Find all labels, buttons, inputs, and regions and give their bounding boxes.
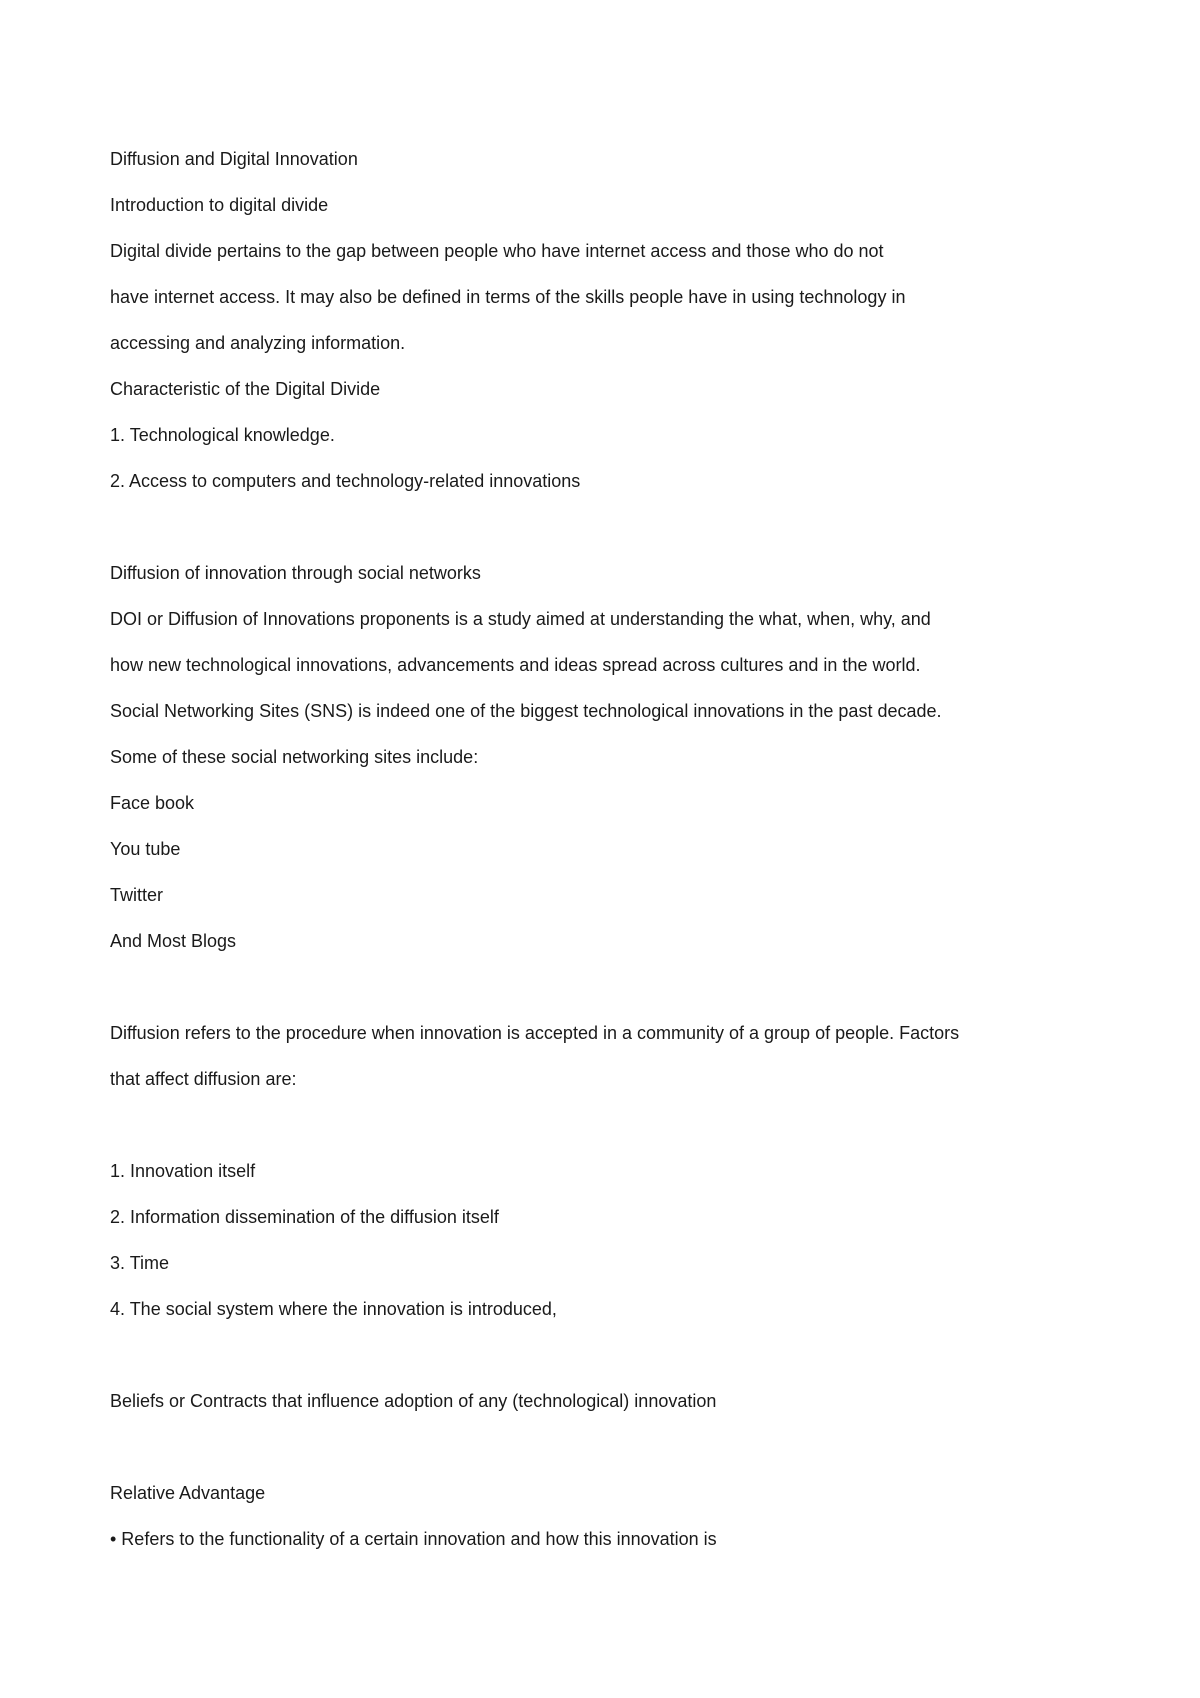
paragraph-line: how new technological innovations, advancements and ideas spread across cultures and in the world. (110, 655, 921, 675)
paragraph-line: that affect diffusion are: (110, 1069, 297, 1089)
section-heading: Relative Advantage (110, 1483, 266, 1503)
paragraph-line: have internet access. It may also be defined in terms of the skills people have in using technology in (110, 287, 906, 307)
list-item: 1. Innovation itself (110, 1161, 256, 1181)
section-heading: Characteristic of the Digital Divide (110, 379, 381, 399)
list-item: You tube (110, 839, 181, 859)
paragraph-line: Diffusion refers to the procedure when innovation is accepted in a community of a group of people. Factors (110, 1023, 960, 1043)
document-title: Diffusion and Digital Innovation (110, 149, 358, 169)
list-item: 4. The social system where the innovation is introduced, (110, 1299, 557, 1319)
paragraph-line: Social Networking Sites (SNS) is indeed one of the biggest technological innovations in the past decade. (110, 701, 942, 721)
list-item: 2. Information dissemination of the diffusion itself (110, 1207, 499, 1227)
list-item: 2. Access to computers and technology-related innovations (110, 471, 581, 491)
paragraph-line: DOI or Diffusion of Innovations proponents is a study aimed at understanding the what, when, why, and (110, 609, 931, 629)
paragraph-line: accessing and analyzing information. (110, 333, 406, 353)
bullet-item: • Refers to the functionality of a certain innovation and how this innovation is (110, 1529, 717, 1549)
list-item: 1. Technological knowledge. (110, 425, 335, 445)
list-item: Face book (110, 793, 195, 813)
section-heading: Introduction to digital divide (110, 195, 329, 215)
paragraph-line: Digital divide pertains to the gap between people who have internet access and those who do not (110, 241, 884, 261)
section-heading: Beliefs or Contracts that influence adoption of any (technological) innovation (110, 1391, 717, 1411)
list-item: And Most Blogs (110, 931, 237, 951)
list-item: 3. Time (110, 1253, 170, 1273)
paragraph-line: Some of these social networking sites include: (110, 747, 479, 767)
section-heading: Diffusion of innovation through social networks (110, 563, 481, 583)
list-item: Twitter (110, 885, 164, 905)
